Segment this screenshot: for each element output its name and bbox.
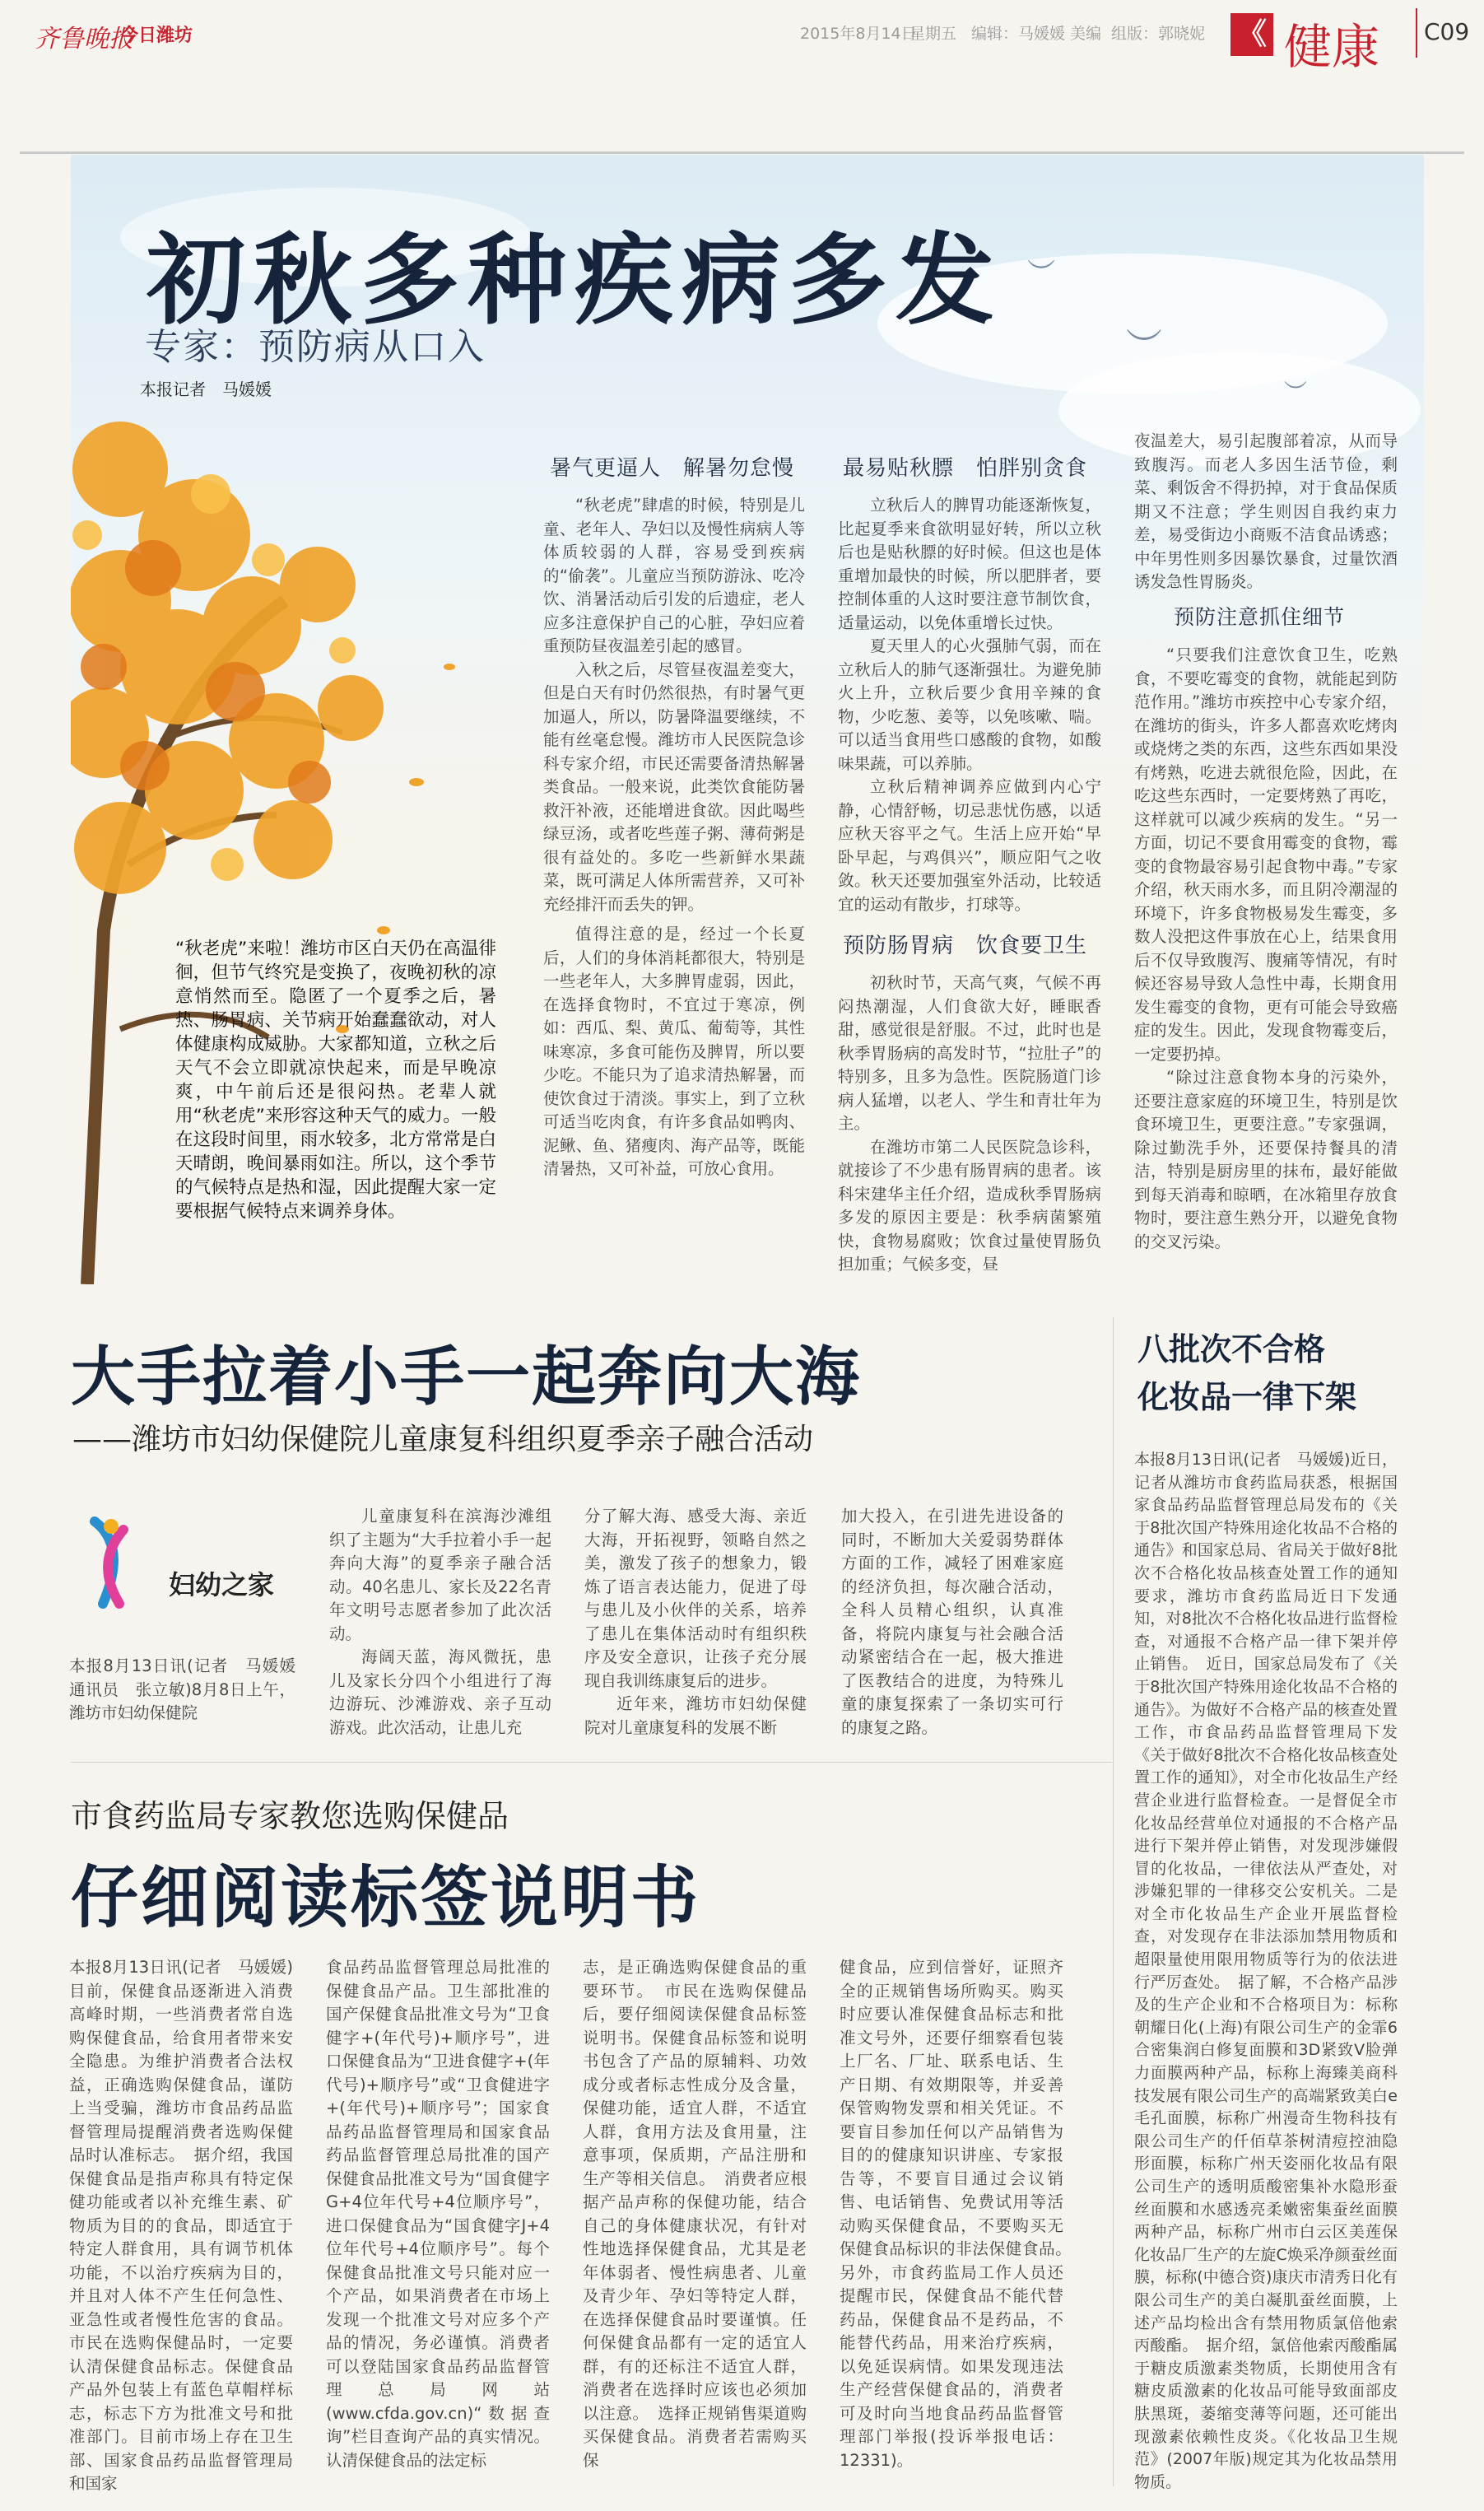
hero-column-5 — [1134, 644, 1398, 1254]
sidebar-divider — [1113, 1317, 1114, 2486]
article3-column-1: 本报8月13日讯(记者 马媛媛)目前，保健食品逐渐进入消费高峰时期，一些消费者常自选购保健食品，给食用者带来安全隐患。为维护消费者合法权益，正确选购保健食品，谨防上当受骗，潍坊市食品药品监督管理局提醒消费者选购保健品时认准标志。 据介绍，我国保健食品是指声称具有特定保健功能或者以补充维生素、矿物质为目的的食品，即适宜于特定人群食用，具有调节机体功能，不以治疗疾病为目的，并且对人体不产生任何急性、亚急性或者慢性危害的食品。市民在选购保健品时，一定要认清保健食品标志。保健食品产品外包装上有蓝色草帽样标志，标志下方为批准文号和批准部门。目前市场上存在卫生部、国家食品药品监督管理局和国家 — [69, 1958, 293, 2493]
newspaper-logo: 齐鲁晚报 — [35, 25, 133, 54]
maternal-child-logo-icon — [78, 1513, 144, 1612]
hero-subtitle: 专家：预防病从口入 — [145, 326, 486, 368]
paragraph: 近年来，潍坊市妇幼保健院对儿童康复科的发展不断 — [584, 1694, 807, 1737]
article2-column-1 — [329, 1505, 551, 1740]
section-name: 今日潍坊 — [120, 26, 193, 46]
hero-column-1 — [543, 494, 805, 1181]
hero-column-4 — [1134, 430, 1398, 594]
subhead-heat: 暑气更逼人 解暑勿怠慢 — [550, 456, 795, 481]
paragraph: 儿童康复科在滨海沙滩组织了主题为“大手拉着小手一起奔向大海”的夏季亲子融合活动。40名患儿、家长及22名青年文明号志愿者参加了此次活动。 — [329, 1507, 551, 1643]
paragraph: “只要我们注意饮食卫生，吃熟食，不要吃霉变的食物，就能起到防范作用。”潍坊市疾控中心专家介绍，在潍坊的街头，许多人都喜欢吃烤肉或烧烤之类的东西，这些东西如果没有烤熟，吃进去就很危险，因此，在吃这些东西时，一定要烤熟了再吃，这样就可以减少疾病的发生。“另一方面，切记不要食用霉变的食物，霉变的食物最容易引起食物中毒。”专家介绍，秋天雨水多，而且阴冷潮湿的环境下，许多食物极易发生霉变，多数人没把这件事放在心上，结果食用后不仅导致腹泻、腹痛等情况，有时候还容易导致人急性中毒，长期食用发生霉变的食物，更有可能会导致癌症的发生。因此，发现食物霉变后，一定要扔掉。 — [1134, 645, 1398, 1064]
hero-title: 初秋多种疾病多发 — [147, 224, 1003, 338]
sidebar-title — [1137, 1325, 1356, 1421]
column-divider — [1416, 8, 1417, 58]
bird-icon: ︶ — [1126, 326, 1162, 368]
paragraph: 在潍坊市第二人民医院急诊科，就接诊了不少患有肠胃病的患者。该科宋建华主任介绍，造成秋季胃肠病多发的原因主要是：秋季病菌繁殖快，食物易腐败；饮食过量使胃肠负担加重；气候多变，昼 — [838, 1137, 1101, 1274]
sidebar-title-line-1: 八批次不合格 — [1137, 1331, 1326, 1367]
article3-column-4: 健食品，应到信誉好，证照齐全的正规销售场所购买。购买时应要认准保健食品标志和批准文号外，还要仔细察看包装上厂名、厂址、联系电话、生产日期、有效期限等，并妥善保管购物发票和相关凭证。不要盲目参加任何以产品销售为目的的健康知识讲座、专家报告等，不要盲目通过会议销售、电话销售、免费试用等活动购买保健食品，不要购买无保健食品标识的非法保健食品。 另外，市食药监局工作人员还提醒市民，保健食品不能代替药品，保健食品不是药品，不能替代药品，用来治疗疾病，以免延误病情。如果发现违法生产经营保健食品的，消费者可及时向当地食品药品监督管理部门举报(投诉举报电话：12331)。 — [840, 1958, 1080, 2470]
hero-column-2 — [838, 494, 1101, 916]
column-title: 健康 — [1284, 19, 1380, 75]
sidebar-body: 本报8月13日讯(记者 马媛媛)近日，记者从潍坊市食药监局获悉，根据国家食品药品监督管理总局发布的《关于8批次国产特殊用途化妆品不合格的通告》和国家总局、省局关于做好8批次不合格化妆品核查处置工作的通知要求，潍坊市食药监局近日下发通知，对8批次不合格化妆品进行监督检查，对通报不合格产品一律下架并停止销售。 近日，国家总局发布了《关于8批次国产特殊用途化妆品不合格的通告》。为做好不合格产品的核查处置工作，市食品药品监督管理局下发《关于做好8批次不合格化妆品核查处置工作的通知》，对全市化妆品生产经营企业进行监督检查。一是督促全市化妆品经营单位对通报的不合格产品进行下架并停止销售，对发现涉嫌假冒的化妆品，一律依法从严查处，对涉嫌犯罪的一律移交公安机关。二是对全市化妆品生产企业开展监督检查，对发现存在非法添加禁用物质和超限量使用限用物质等行为的依法进行严厉查处。 据了解，不合格产品涉及的生产企业和不合格项目为：标称朝耀日化(上海)有限公司生产的金霏6合密集润白修复面膜和3D紧致V脸弹力面膜两种产品，标称上海臻美商科技发展有限公司生产的高端紧致美白e毛孔面膜，标称广州漫奇生物科技有限公司生产的仟佰草茶树清痘控油隐形面膜，标称广州天姿丽化妆品有限公司生产的透明质酸密集补水隐形蚕丝面膜和水感透亮柔嫩密集蚕丝面膜两种产品，标称广州市白云区美莲保化妆品厂生产的左旋C焕采净颜蚕丝面膜，标称(中德合资)康庆市清秀日化有限公司生产的美白凝肌蚕丝面膜，上述产品均检出含有禁用物质氯倍他索丙酸酯。 据介绍，氯倍他索丙酸酯属于糖皮质激素类物质，长期使用含有糖皮质激素的化妆品可能导致面部皮肤黑斑，萎缩变薄等问题，还可能出现激素依赖性皮炎。《化妆品卫生规范》(2007年版)规定其为化妆品禁用物质。 — [1134, 1451, 1398, 2491]
lead-paragraph: “秋老虎”来啦！潍坊市区白天仍在高温徘徊，但节气终究是变换了，夜晚初秋的凉意悄然而至。隐匿了一个夏季之后，暑热、肠胃病、关节病开始蠢蠢欲动，对人体健康构成威胁。大家都知道，立秋之后天气不会立即就凉快起来，而是早晚凉爽，中午前后还是很闷热。老辈人就用“秋老虎”来形容这种天气的威力。一般在这段时间里，雨水较多，北方常常是白天晴朗，晚间暴雨如注。所以，这个季节的气候特点是热和湿，因此提醒大家一定要根据气候特点来调养身体。 — [175, 939, 496, 1222]
chevron-left-icon: 《 — [1230, 13, 1273, 56]
article2-byline: 本报8月13日讯(记者 马媛媛 通讯员 张立敏)8月8日上午，潍坊市妇幼保健院 — [69, 1656, 312, 1722]
article3-title: 仔细阅读标签说明书 — [71, 1859, 701, 1937]
paragraph: “秋老虎”肆虐的时候，特别是儿童、老年人、孕妇以及慢性病病人等体质较弱的人群，容易受到疾病的“偷袭”。儿童应当预防游泳、吃冷饮、消暑活动后引发的后遗症，老人应多注意保护自己的心脏，孕妇应着重预防昼夜温差引起的感冒。 — [543, 496, 805, 655]
article3-kicker: 市食药监局专家教您选购保健品 — [71, 1798, 509, 1834]
paragraph: 立秋后人的脾胃功能逐渐恢复，比起夏季来食欲明显好转，所以立秋后也是贴秋膘的好时候。但这也是体重增加最快的时候，所以肥胖者，要控制体重的人这时要注意节制饮食，适量运动，以免体重增长过快。 — [838, 496, 1101, 632]
masthead-rule — [20, 151, 1464, 154]
article2-column-3 — [841, 1505, 1063, 1740]
art-editor-credit: 美编 — [1070, 25, 1102, 43]
subhead-details: 预防注意抓住细节 — [1174, 605, 1346, 629]
bird-icon: ︶ — [1284, 379, 1308, 406]
page-number: C09 — [1424, 18, 1470, 45]
hero-byline: 本报记者 马媛媛 — [140, 380, 272, 399]
paragraph: 夏天里人的心火强肺气弱，而在立秋后人的肺气逐渐强壮。为避免肺火上升，立秋后要少食用辛辣的食物，少吃葱、姜等，以免咳嗽、喘。可以适当食用些口感酸的食物，如酸味果蔬，可以养肺。 — [838, 636, 1101, 773]
paragraph: 海阔天蓝，海风微抚，患儿及家长分四个小组进行了海边游玩、沙滩游戏、亲子互动游戏。此次活动，让患儿充 — [329, 1647, 551, 1737]
paragraph: 加大投入，在引进先进设备的同时，不断加大关爱弱势群体方面的工作，减轻了困难家庭的经济负担，每次融合活动，全科人员精心组织，认真准备，将院内康复与社会融合活动紧密结合在一起，极大推进了医教结合的进度，为特殊儿童的康复探索了一条切实可行的康复之路。 — [841, 1507, 1063, 1737]
paragraph: 值得注意的是，经过一个长夏后，人们的身体消耗都很大，特别是一些老年人，大多脾胃虚弱，因此，在选择食物时，不宜过于寒凉，例如：西瓜、梨、黄瓜、葡萄等，其性味寒凉，多食可能伤及脾胃，所以要少吃。不能只为了追求清热解暑，而使饮食过于清淡。事实上，到了立秋可适当吃肉食，有许多食品如鸭肉、泥鳅、鱼、猪瘦肉、海产品等，既能清暑热，又可补益，可放心食用。 — [543, 925, 805, 1178]
article3-column-3: 志，是正确选购保健食品的重要环节。 市民在选购保健品后，要仔细阅读保健食品标签说明书。保健食品标签和说明书包含了产品的原辅料、功效成分或者标志性成分及含量，保健功能，适宜人群，不适宜人群，食用方法及食用量，注意事项，保质期，产品注册和生产等相关信息。 消费者应根据产品声称的保健功能，结合自己的身体健康状况，有针对性地选择保健食品，尤其是老年体弱者、慢性病患者、儿童及青少年、孕妇等特定人群，在选择保健食品时要谨慎。任何保健食品都有一定的适宜人群，有的还标注不适宜人群，消费者在选择时应该也必须加以注意。 选择正规销售渠道购买保健食品。消费者若需购买保 — [583, 1958, 807, 2470]
article3-column-2: 食品药品监督管理总局批准的保健食品产品。卫生部批准的国产保健食品批准文号为“卫食健字+(年代号)+顺序号”，进口保健食品为“卫进食健字+(年代号)+顺序号”或“卫食健进字+(年代号)+顺序号”；国家食品药品监督管理局和国家食品药品监督管理总局批准的国产保健食品批准文号为“国食健字G+4位年代号+4位顺序号”，进口保健食品为“国食健字J+4位年代号+4位顺序号”。每个保健食品批准文号只能对应一个产品，如果消费者在市场上发现一个批准文号对应多个产品的情况，务必谨慎。消费者可以登陆国家食品药品监督管理总局网站(www.cfda.gov.cn)“数据查询”栏目查询产品的真实情况。认清保健食品的法定标 — [326, 1958, 550, 2470]
issue-date: 2015年8月14日 — [800, 25, 917, 43]
sidebar-title-line-2: 化妆品一律下架 — [1137, 1379, 1357, 1415]
section-divider — [71, 1762, 1112, 1763]
paragraph: 初秋时节，天高气爽，气候不再闷热潮湿，人们食欲大好，睡眠香甜，感觉很是舒服。不过，此时也是秋季胃肠病的高发时节，“拉肚子”的特别多，且多为急性。医院肠道门诊病人猛增，以老人、学生和青壮年为主。 — [838, 973, 1101, 1133]
article2-column-2 — [584, 1505, 807, 1740]
article2-subtitle: ——潍坊市妇幼保健院儿童康复科组织夏季亲子融合活动 — [72, 1423, 814, 1456]
paragraph: “除过注意食物本身的污染外，还要注意家庭的环境卫生，特别是饮食环境卫生，更要注意。”专家强调，除过勤洗手外，还要保持餐具的清洁，特别是厨房里的抹布，最好能做到每天消毒和晾晒，在冰箱里存放食物时，要注意生熟分开，以避免食物的交叉污染。 — [1134, 1068, 1398, 1251]
paragraph: 分了解大海、感受大海、亲近大海，开拓视野，领略自然之美，激发了孩子的想象力，锻炼了语言表达能力，促进了母与患儿及小伙伴的关系，培养了患儿在集体活动时有组织秩序及安全意识，让孩子充分展现自我训练康复后的进步。 — [584, 1507, 807, 1690]
subhead-autumn-weight: 最易贴秋膘 怕胖别贪食 — [843, 456, 1088, 481]
paragraph: 立秋后精神调养应做到内心宁静，心情舒畅，切忌悲忧伤感，以适应秋天容平之气。生活上应开始“早卧早起，与鸡俱兴”，顺应阳气之收敛。秋天还要加强室外活动，比较适宜的运动有散步，打球等。 — [838, 777, 1101, 914]
column-logo-text: 妇幼之家 — [169, 1569, 275, 1600]
editor-credit: 编辑：马媛媛 — [971, 25, 1066, 43]
layout-credit: 组版：郭晓妮 — [1111, 25, 1206, 43]
article2-title: 大手拉着小手一起奔向大海 — [71, 1340, 862, 1414]
paragraph: 入秋之后，尽管昼夜温差变大，但是白天有时仍然很热，有时暑气更加逼人，所以，防暑降温要继续，不能有丝毫怠慢。潍坊市人民医院急诊科专家介绍，市民还需要备清热解暑类食品。一般来说，此类饮食能防暑救汗补液，还能增进食欲。因此喝些绿豆汤，或者吃些莲子粥、薄荷粥是很有益处的。多吃一些新鲜水果蔬菜，既可满足人体所需营养，又可补充经排汗而丢失的钾。 — [543, 659, 805, 914]
hero-column-3 — [838, 971, 1101, 1277]
paragraph: 夜温差大，易引起腹部着凉，从而导致腹泻。而老人多因生活节俭，剩菜、剩饭舍不得扔掉，对于食品保质期又不注意；学生则因自我约束力差，易受街边小商贩不洁食品诱惑；中年男性则多因暴饮暴食，过量饮酒诱发急性胃肠炎。 — [1134, 431, 1398, 591]
subhead-stomach: 预防肠胃病 饮食要卫生 — [843, 934, 1088, 958]
bird-icon: ︶ — [1027, 258, 1055, 291]
issue-weekday: 星期五 — [909, 25, 957, 43]
